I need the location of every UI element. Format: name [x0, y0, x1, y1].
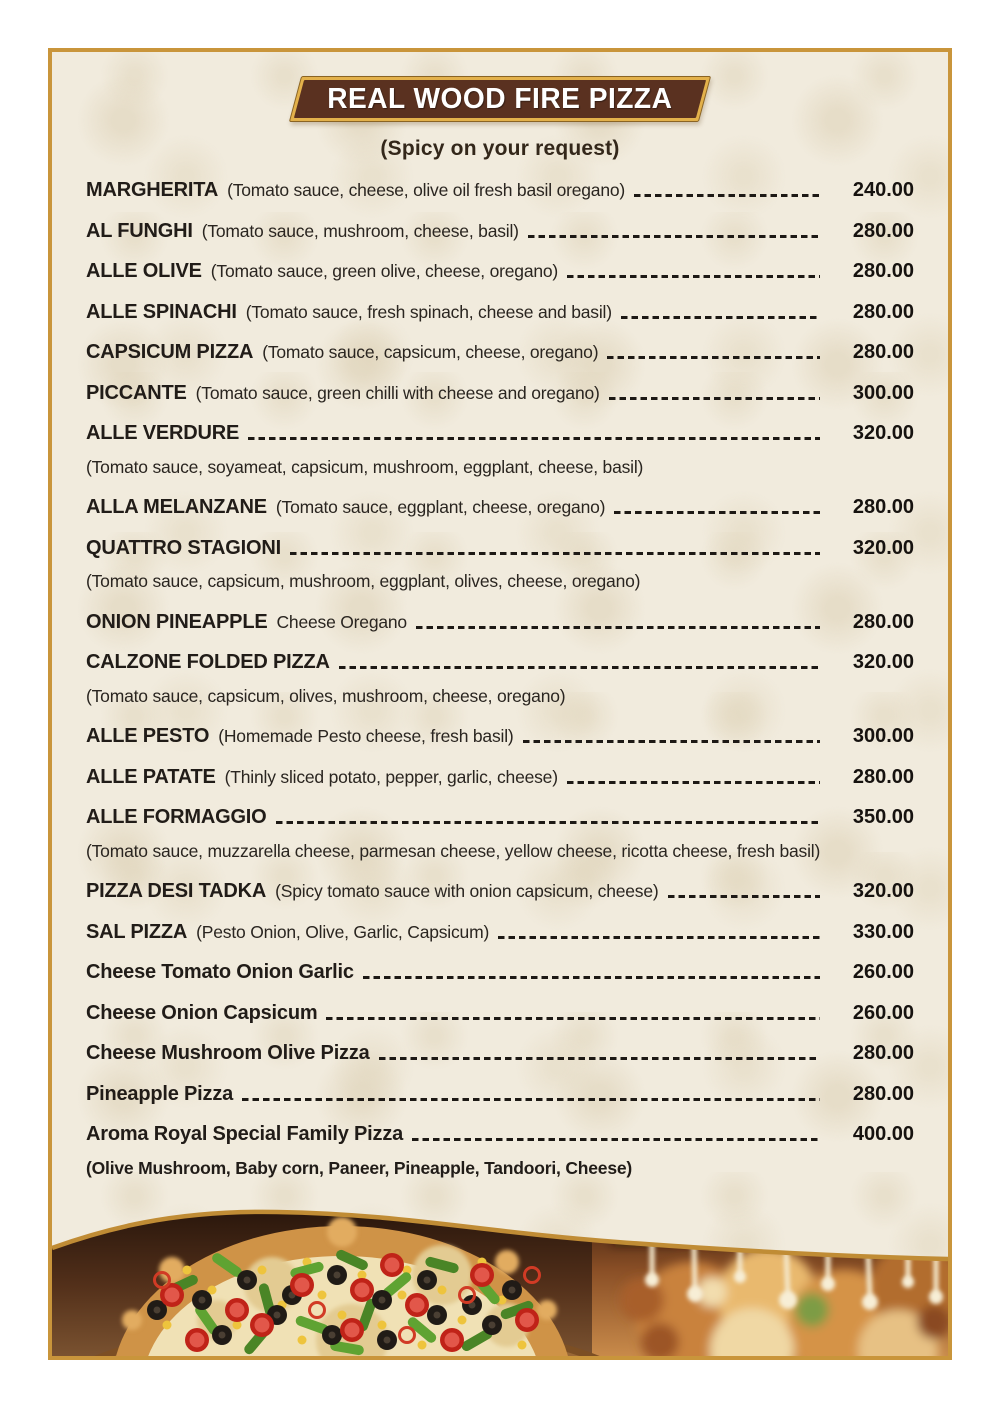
menu-item — [86, 920, 914, 944]
item-desc-below: (Olive Mushroom, Baby corn, Paneer, Pineapple, Tandoori, Cheese) — [86, 1157, 633, 1178]
item-name: Cheese Mushroom Olive Pizza — [86, 1042, 370, 1064]
item-price: 320.00 — [852, 880, 914, 902]
menu-item — [86, 879, 914, 903]
dashed-leader — [567, 275, 820, 278]
dashed-leader — [276, 821, 820, 824]
dashed-leader — [326, 1017, 820, 1020]
item-price: 280.00 — [852, 219, 914, 242]
menu-item — [86, 724, 914, 748]
cheesy-pizza-blur — [612, 1200, 948, 1356]
item-desc: Cheese Oregano — [276, 611, 407, 632]
item-name: Aroma Royal Special Family Pizza — [86, 1123, 404, 1145]
menu-item — [86, 1041, 914, 1065]
item-name: Cheese Tomato Onion Garlic — [86, 961, 354, 983]
item-price: 300.00 — [852, 725, 914, 747]
page-title: REAL WOOD FIRE PIZZA — [327, 82, 673, 115]
item-price: 280.00 — [852, 1042, 914, 1064]
menu-item — [86, 300, 914, 324]
item-desc: (Homemade Pesto cheese, fresh basil) — [218, 726, 514, 746]
menu-item-row — [86, 1122, 914, 1146]
menu-item-row — [86, 610, 914, 634]
menu-item — [86, 259, 914, 283]
menu-item — [86, 1082, 914, 1106]
item-desc-below: (Tomato sauce, muzzarella cheese, parmesan cheese, yellow cheese, ricotta cheese, fresh basil) — [86, 840, 821, 861]
menu-item-row — [86, 650, 914, 674]
menu-item — [86, 805, 914, 863]
menu-item-row — [86, 300, 914, 324]
dashed-leader — [363, 976, 820, 979]
item-price: 330.00 — [852, 920, 914, 943]
pizza-photo — [52, 1200, 948, 1356]
menu-item-row — [86, 495, 914, 519]
dashed-leader — [248, 437, 820, 440]
dashed-leader — [528, 235, 820, 238]
item-name: ALLE PESTO — [86, 725, 210, 747]
menu-list — [86, 178, 914, 1180]
dashed-leader — [609, 397, 820, 400]
item-name: ALLE PATATE — [86, 765, 216, 788]
dashed-leader — [498, 936, 820, 939]
header-banner-shape — [289, 76, 711, 122]
item-name: ALLE SPINACHI — [86, 300, 237, 323]
item-name: ALLE FORMAGGIO — [86, 806, 267, 828]
menu-content — [52, 76, 948, 1180]
item-name: Pineapple Pizza — [86, 1082, 234, 1105]
header-banner — [295, 76, 705, 122]
menu-item-row — [86, 1041, 914, 1065]
item-price: 280.00 — [852, 1082, 914, 1105]
dashed-leader — [523, 740, 820, 743]
item-price: 240.00 — [852, 179, 914, 201]
menu-item — [86, 219, 914, 243]
menu-item — [86, 421, 914, 479]
menu-frame — [48, 48, 952, 1360]
item-name: CALZONE FOLDED PIZZA — [86, 651, 330, 673]
item-name: ALLE VERDURE — [86, 422, 240, 444]
menu-item — [86, 650, 914, 708]
item-desc: (Tomato sauce, fresh spinach, cheese and basil) — [245, 301, 612, 322]
menu-item — [86, 178, 914, 202]
item-price: 280.00 — [852, 610, 914, 633]
header-banner-inner — [294, 80, 706, 118]
item-desc: (Tomato sauce, cheese, olive oil fresh basil oregano) — [227, 180, 626, 200]
item-name: SAL PIZZA — [86, 920, 188, 943]
dashed-leader — [379, 1057, 820, 1060]
menu-item — [86, 536, 914, 594]
dashed-leader — [242, 1098, 820, 1101]
item-price: 350.00 — [852, 806, 914, 828]
item-desc: (Tomato sauce, mushroom, cheese, basil) — [201, 220, 519, 241]
menu-item-row — [86, 536, 914, 560]
item-name: ONION PINEAPPLE — [86, 610, 268, 633]
menu-item-row — [86, 1001, 914, 1025]
item-desc: (Tomato sauce, capsicum, cheese, oregano) — [262, 342, 599, 362]
item-name: Cheese Onion Capsicum — [86, 1001, 318, 1024]
item-desc: (Thinly sliced potato, pepper, garlic, cheese) — [224, 766, 558, 787]
item-price: 280.00 — [852, 260, 914, 282]
item-name: AL FUNGHI — [86, 219, 193, 242]
dashed-leader — [634, 194, 820, 197]
item-name: CAPSICUM PIZZA — [86, 341, 254, 363]
dashed-leader — [668, 895, 820, 898]
item-price: 400.00 — [852, 1123, 914, 1145]
item-desc: (Pesto Onion, Olive, Garlic, Capsicum) — [196, 921, 490, 942]
menu-item — [86, 960, 914, 984]
menu-item-row — [86, 765, 914, 789]
item-name: ALLA MELANZANE — [86, 496, 267, 518]
menu-item-row — [86, 340, 914, 364]
item-price: 320.00 — [852, 536, 914, 559]
item-price: 320.00 — [852, 651, 914, 673]
item-desc: (Tomato sauce, eggplant, cheese, oregano) — [275, 497, 606, 517]
dashed-leader — [567, 781, 820, 784]
dashed-leader — [614, 511, 820, 514]
dashed-leader — [607, 356, 820, 359]
menu-item-row — [86, 960, 914, 984]
menu-item-row — [86, 381, 914, 405]
page-subtitle: (Spicy on your request) — [380, 137, 620, 160]
item-price: 280.00 — [852, 341, 914, 363]
dashed-leader — [416, 626, 820, 629]
dashed-leader — [621, 316, 820, 319]
menu-item-row — [86, 920, 914, 944]
menu-item-row — [86, 1082, 914, 1106]
menu-item — [86, 765, 914, 789]
item-price: 280.00 — [852, 496, 914, 518]
menu-item-row — [86, 178, 914, 202]
item-name: QUATTRO STAGIONI — [86, 536, 281, 559]
item-desc-below: (Tomato sauce, soyameat, capsicum, mushroom, eggplant, cheese, basil) — [86, 456, 644, 477]
pizza-photo-art — [52, 1200, 948, 1356]
menu-item — [86, 1122, 914, 1180]
menu-item-row — [86, 219, 914, 243]
menu-item-row — [86, 724, 914, 748]
item-name: PICCANTE — [86, 381, 187, 404]
item-price: 300.00 — [852, 381, 914, 404]
dashed-leader — [339, 666, 820, 669]
menu-item-row — [86, 259, 914, 283]
item-name: PIZZA DESI TADKA — [86, 880, 267, 902]
item-desc-below: (Tomato sauce, capsicum, olives, mushroom, cheese, oregano) — [86, 685, 566, 706]
menu-item-row — [86, 879, 914, 903]
menu-item — [86, 340, 914, 364]
menu-item — [86, 1001, 914, 1025]
menu-item-row — [86, 805, 914, 829]
item-desc: (Tomato sauce, green chilli with cheese and oregano) — [195, 382, 600, 403]
item-desc-below: (Tomato sauce, capsicum, mushroom, eggplant, olives, cheese, oregano) — [86, 571, 641, 591]
menu-item — [86, 610, 914, 634]
item-price: 280.00 — [852, 765, 914, 788]
item-price: 320.00 — [852, 422, 914, 444]
item-price: 260.00 — [852, 1001, 914, 1024]
menu-item-row — [86, 421, 914, 445]
menu-item — [86, 495, 914, 519]
menu-item — [86, 381, 914, 405]
item-desc: (Spicy tomato sauce with onion capsicum, cheese) — [275, 881, 659, 901]
dashed-leader — [290, 552, 820, 555]
item-price: 260.00 — [852, 961, 914, 983]
dashed-leader — [412, 1138, 820, 1141]
item-name: MARGHERITA — [86, 179, 219, 201]
item-price: 280.00 — [852, 300, 914, 323]
item-desc: (Tomato sauce, green olive, cheese, oregano) — [210, 261, 559, 281]
item-name: ALLE OLIVE — [86, 260, 202, 282]
